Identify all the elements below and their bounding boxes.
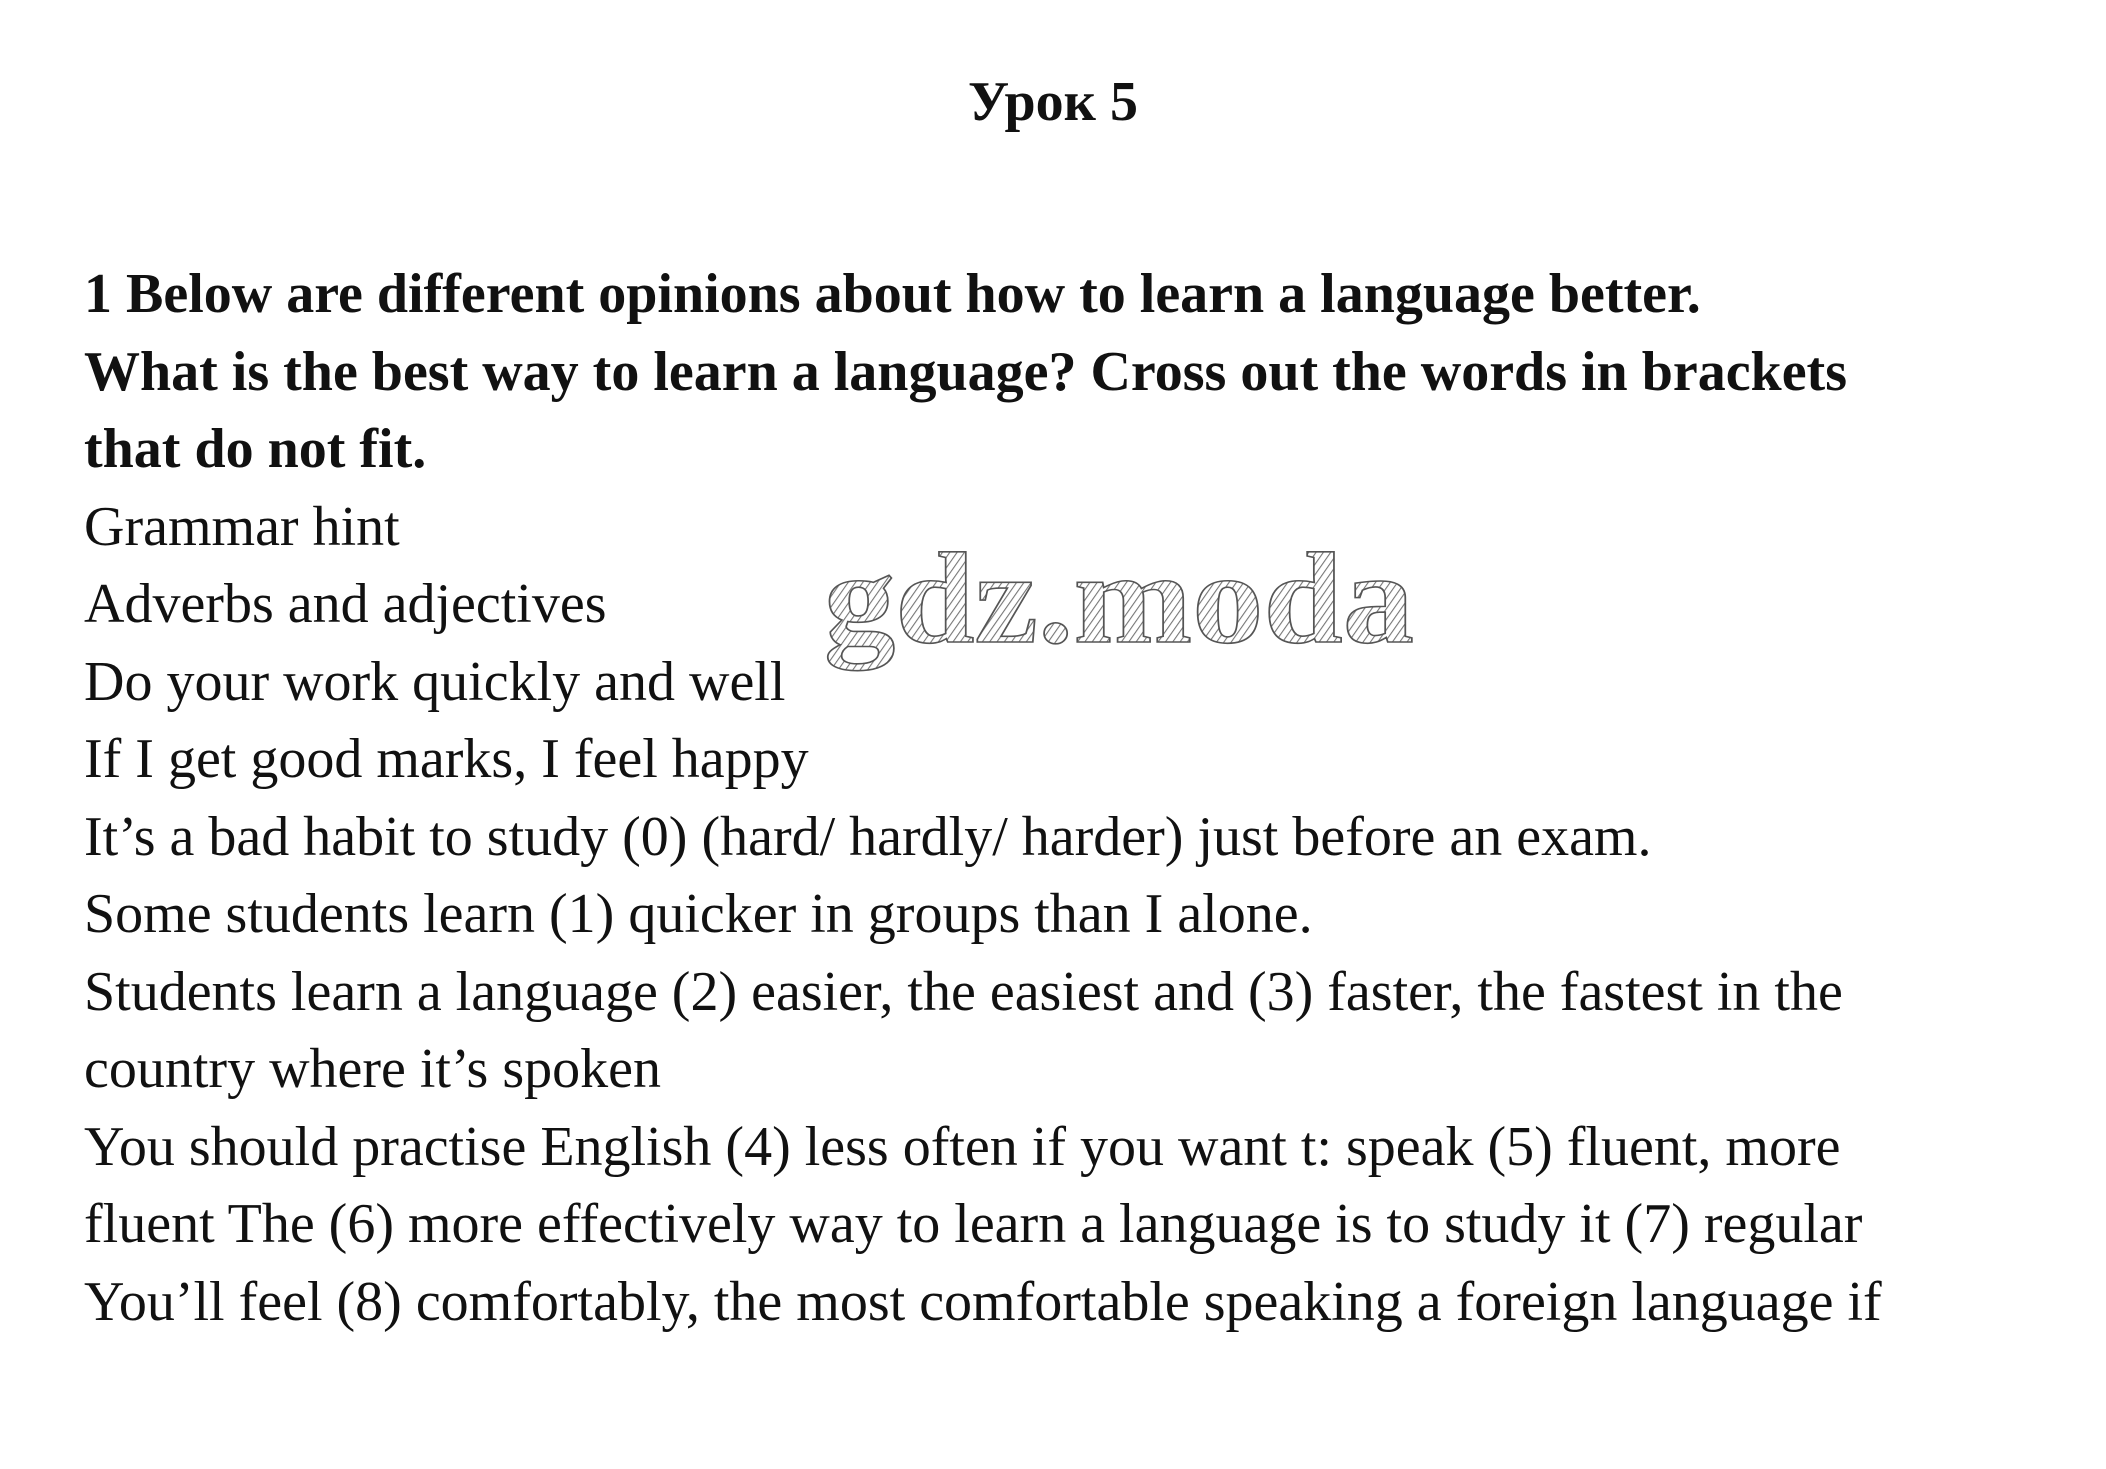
grammar-hint-topic: Adverbs and adjectives [84,573,607,635]
exercise-sentence-6-7: fluent The (6) more effectively way to learn a language is to study it (7) regular [84,1193,1863,1255]
instruction-line-2: What is the best way to learn a language? Cross out the words in brackets [84,340,1847,403]
example-adverb: Do your work quickly and well [84,650,786,713]
watermark-text: gdz.moda [824,538,1414,671]
lesson-title: Урок 5 [968,71,1138,133]
exercise-sentence-4-5: You should practise English (4) less often if you want t: speak (5) fluent, more [84,1115,1841,1178]
instruction-line-1: 1 Below are different opinions about how to learn a language better. [84,263,1701,325]
exercise-sentence-1: Some students learn (1) quicker in groups than I alone. [84,883,1313,945]
instruction-line-3: that do not fit. [84,418,427,480]
grammar-hint-heading: Grammar hint [84,495,400,558]
example-adjective: If I get good marks, I feel happy [84,728,809,790]
exercise-sentence-8: You’ll feel (8) comfortably, the most comfortable speaking a foreign language if [84,1270,1882,1333]
exercise-sentence-0: It’s a bad habit to study (0) (hard/ hardly/ harder) just before an exam. [84,805,1652,868]
watermark-logo [820,538,1420,688]
exercise-content [84,256,2074,1341]
exercise-sentence-2-3: Students learn a language (2) easier, the easiest and (3) faster, the fastest in the [84,960,1843,1023]
exercise-sentence-2-3-cont: country where it’s spoken [84,1038,661,1100]
